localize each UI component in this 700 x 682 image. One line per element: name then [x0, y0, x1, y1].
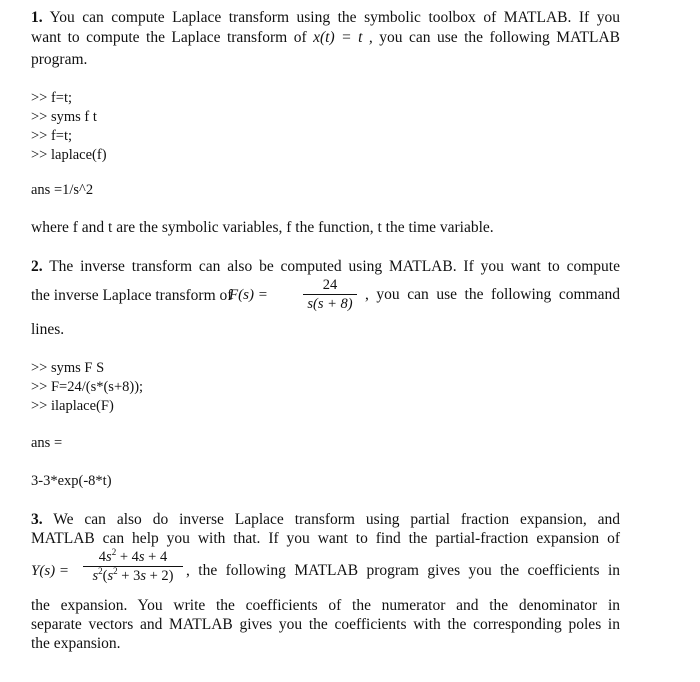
fraction-F [303, 277, 357, 313]
section-3-line-1: 3. We can also do inverse Laplace transform using partial fraction expansion, and [31, 511, 620, 528]
equation-lhs-F: F(s) = [229, 287, 268, 303]
section-3-line-3b: , the following MATLAB program gives you the coefficients in [186, 562, 620, 579]
fraction-numerator: $4s^2 + 4s + 4$ [83, 549, 183, 567]
answer-line: ans = [31, 435, 63, 451]
section-2-number: 2. [31, 258, 43, 275]
code-line: >> ilaplace(F) [31, 398, 114, 414]
section-1-line-3: program. [31, 51, 88, 68]
answer-line: ans =1/s^2 [31, 182, 94, 198]
section-3-line-2: MATLAB can help you with that. If you want to find the partial-fraction expansion of [31, 530, 620, 547]
code-line: >> F=24/(s*(s+8)); [31, 379, 144, 395]
section-1-number: 1. [31, 9, 43, 26]
fraction-denominator: $s^2(s^2 + 3s + 2)$ [92, 566, 174, 584]
section-3-line-5: separate vectors and MATLAB gives you the coefficients with the corresponding poles in [31, 616, 620, 633]
code-line: >> f=t; [31, 128, 73, 144]
fraction-numerator: 24 [303, 277, 357, 295]
section-1-line-2: want to compute the Laplace transform of x(t) = t , you can use the following MATLAB [31, 29, 621, 46]
section-2-line-2a: the inverse Laplace transform of [31, 287, 233, 304]
section-2-line-3: lines. [31, 321, 65, 338]
section-1-note: where f and t are the symbolic variables, f the function, t the time variable. [31, 219, 494, 236]
section-1-line-1: 1. You can compute Laplace transform using the symbolic toolbox of MATLAB. If you [31, 9, 620, 26]
code-line: >> f=t; [31, 90, 73, 106]
inline-math-xt: x(t) = t , [313, 29, 373, 46]
equation-lhs-Y: Y(s) = [31, 563, 70, 579]
fraction-Y [83, 549, 183, 585]
section-3-number: 3. [31, 511, 43, 528]
section-2-line-1: 2. The inverse transform can also be computed using MATLAB. If you want to compute [31, 258, 620, 275]
code-line: >> laplace(f) [31, 147, 107, 163]
section-3-line-6: the expansion. [31, 635, 121, 652]
code-line: >> syms F S [31, 360, 105, 376]
section-3-line-4: the expansion. You write the coefficients of the numerator and the denominator in [31, 597, 620, 614]
section-2-line-2b: , you can use the following command [365, 286, 620, 303]
fraction-denominator: s(s + 8) [307, 296, 353, 312]
code-line: >> syms f t [31, 109, 97, 125]
answer-value: 3-3*exp(-8*t) [31, 473, 112, 489]
